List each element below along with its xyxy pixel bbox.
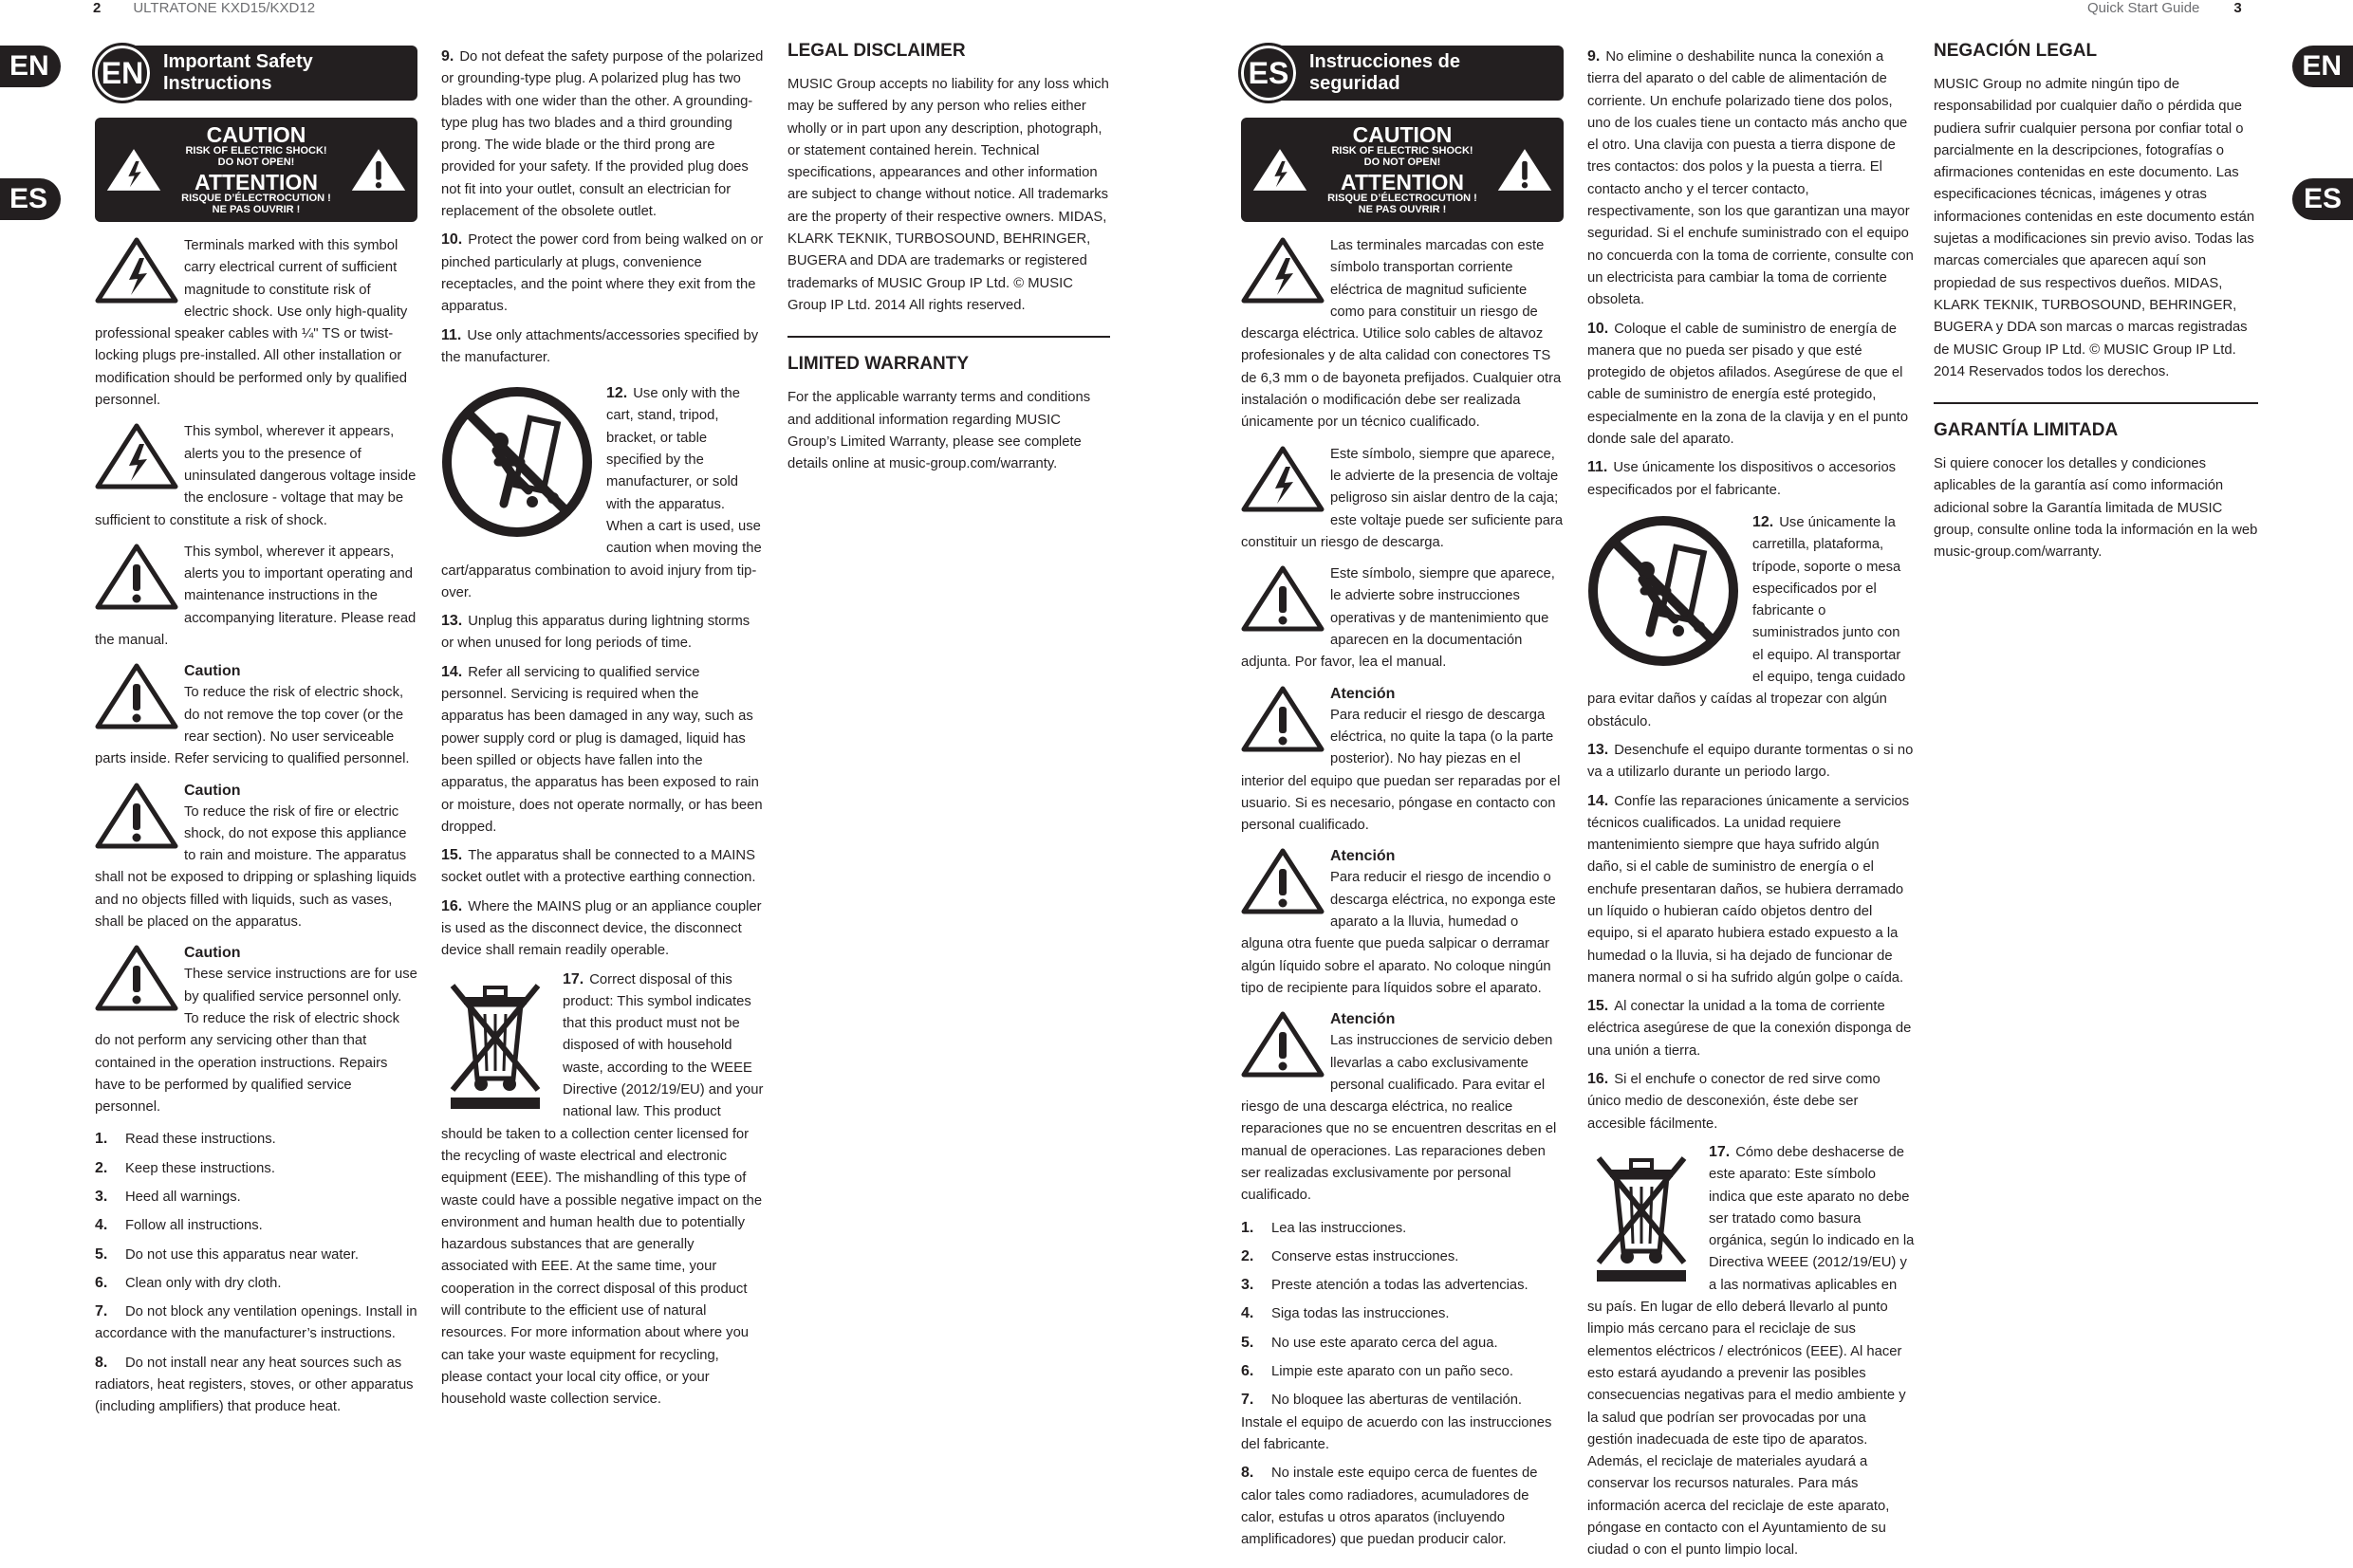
tab-en-right[interactable]: EN — [2292, 46, 2353, 87]
right-header-title: Quick Start Guide — [2087, 0, 2200, 16]
en-item-13: 13. Unplug this apparatus during lightning storms or when unused for long periods of time. — [441, 613, 750, 652]
es-item-13: 13. Desenchufe el equipo durante tormentas o si no va a utilizarlo durante un periodo largo. — [1587, 741, 1914, 781]
lightning-bolt-icon — [95, 237, 178, 304]
es-symbol-terminals: Las terminales marcadas con este símbolo transportan corriente eléctrica de magnitud suficiente como para constituir un riesgo de descarga eléctrica. Utilice solo cables de altavoz profesionales y de alta calidad con conectores TS de 6,3 mm o de bayoneta prefijados. Cualquier otra instalación o modificación debe ser realizada únicamente por un técnico cualificado. — [1241, 238, 1562, 431]
list-item: 8. Do not install near any heat sources such as radiators, heat registers, stoves, or other apparatus (including amplifiers) that produce heat. — [95, 1354, 414, 1415]
list-item: 6. Limpie este aparato con un paño seco. — [1241, 1363, 1514, 1380]
es-column-2 — [1587, 46, 1915, 1568]
exclamation-icon — [1241, 565, 1325, 632]
limited-warranty-text: For the applicable warranty terms and conditions and additional information regarding MUSIC Group’s Limited Warranty, please see complete details online at music-group.com/warranty. — [787, 390, 1091, 472]
right-page-header — [2087, 0, 2242, 19]
lightning-bolt-icon — [1241, 237, 1325, 304]
exclamation-icon — [1241, 1011, 1325, 1078]
list-item: 7. Do not block any ventilation openings. Install in accordance with the manufacturer’s instructions. — [95, 1303, 417, 1342]
list-item: 4. Siga todas las instrucciones. — [1241, 1305, 1450, 1322]
es-caution-cover: Atención Para reducir el riesgo de descarga eléctrica, no quite la tapa (o la parte posterior). No hay piezas en el interior del equipo que puedan ser reparadas por el usuario. Si es necesario, póngase en contacto con personal cualificado. — [1241, 685, 1561, 834]
section-divider — [787, 336, 1110, 338]
weee-bin-icon — [1587, 1145, 1695, 1283]
exclamation-icon — [1241, 686, 1325, 752]
es-language-badge: ES — [1241, 46, 1296, 101]
es-column-3 — [1934, 40, 2258, 570]
cart-tipover-icon — [441, 386, 593, 538]
list-item: 3. Preste atención a todas las advertencias. — [1241, 1277, 1529, 1294]
es-item-17: 17. Cómo debe deshacerse de este aparato: Este símbolo indica que este aparato no debe ser tratado como basura orgánica, según lo indicado en la Directiva WEEE (2012/19/EU) y a las normativas aplicables en su país. En lugar de ello deberá llevarlo al punto limpio más cercano para el reciclaje de sus elementos eléctricos / electrónicos (EEE). Al hacer esto estará ayudando a prevenir las posibles consecuencias negativas para el medio ambiente y la salud que podrían ser provocadas por una gestión inadecuada de este tipo de aparatos. Además, el reciclaje de materiales ayudará a conservar los recursos naturales. Para más información acerca del reciclaje de este aparato, póngase en contacto con el Ayuntamiento de su ciudad o con el punto limpio local. — [1587, 1143, 1915, 1559]
negacion-legal-heading: NEGACIÓN LEGAL — [1934, 41, 2098, 61]
es-symbol-instructions: Este símbolo, siempre que aparece, le advierte sobre instrucciones operativas y de mantenimiento que aparecen en la documentación adjunta. Por favor, lea el manual. — [1241, 566, 1555, 671]
en-caution-service: Caution These service instructions are for use by qualified service personnel only. To reduce the risk of electric shock do not perform any servicing other than that contained in the operation instructions. Repairs have to be performed by qualified service personnel. — [95, 945, 417, 1116]
caution-label: CAUTION RISK OF ELECTRIC SHOCK! DO NOT OPEN! ATTENTION RISQUE D’ÉLECTROCUTION ! NE PAS OUVRIR ! — [95, 118, 417, 222]
lightning-bolt-icon — [95, 423, 178, 489]
en-numbered-list — [95, 1128, 417, 1418]
en-item-15: 15. The apparatus shall be connected to a MAINS socket outlet with a protective earthing connection. — [441, 847, 756, 886]
en-caution-moisture: Caution To reduce the risk of fire or electric shock, do not expose this appliance to rain and moisture. The apparatus shall not be exposed to dripping or splashing liquids and no objects filled with liquids, such as vases, shall be placed on the apparatus. — [95, 782, 417, 931]
en-item-11: 11. Use only attachments/accessories specified by the manufacturer. — [441, 326, 759, 365]
list-item: 7. No bloquee las aberturas de ventilación. Instale el equipo de acuerdo con las instrucciones del fabricante. — [1241, 1392, 1552, 1452]
es-item-14: 14. Confíe las reparaciones únicamente a servicios técnicos cualificados. La unidad requiere mantenimiento siempre que haya sufrido algún daño, si el cable de suministro de energía o el enchufe presentaran daños, se hubiera derramado un líquido o hubieran caído objetos dentro del equipo, si el aparato hubiera estado expuesto a la humedad o la lluvia, si ha dejado de funcionar de manera normal o si ha sufrido algún golpe o caída. — [1587, 792, 1910, 986]
weee-bin-icon — [441, 972, 549, 1111]
es-section-heading — [1241, 46, 1564, 101]
legal-disclaimer-text: MUSIC Group accepts no liability for any loss which may be suffered by any person who relies either wholly or in part upon any description, photograph, or statement contained herein. Technical specifications, appearances and other information are subject to change without notice. All trademarks are the property of their respective owners. MIDAS, KLARK TEKNIK, TURBOSOUND, BEHRINGER, BUGERA and DDA are trademarks or registered trademarks of MUSIC Group IP Ltd. © MUSIC Group IP Ltd. 2014 All rights reserved. — [787, 77, 1109, 313]
es-item-11: 11. Use únicamente los dispositivos o accesorios especificados por el fabricante. — [1587, 459, 1897, 498]
exclamation-warning-icon — [349, 143, 408, 196]
es-item-15: 15. Al conectar la unidad a la toma de corriente eléctrica asegúrese de que la conexión disponga de una unión a tierra. — [1587, 998, 1912, 1059]
list-item: 5. Do not use this apparatus near water. — [95, 1245, 359, 1263]
tab-es-left[interactable]: ES — [0, 178, 61, 220]
garantia-limitada-heading: GARANTÍA LIMITADA — [1934, 420, 2119, 441]
es-caution-moisture: Atención Para reducir el riesgo de incendio o descarga eléctrica, no exponga este aparato a la lluvia, humedad o alguna otra fuente que pueda salpicar o derramar algún líquido sobre el aparato. No coloque ningún tipo de recipiente para líquidos sobre el aparato. — [1241, 848, 1556, 996]
tab-en-left[interactable]: EN — [0, 46, 61, 87]
right-page-number: 3 — [2233, 0, 2242, 16]
list-item: 2. Keep these instructions. — [95, 1159, 275, 1176]
en-item-14: 14. Refer all servicing to qualified service personnel. Servicing is required when the apparatus has been damaged in any way, such as power supply cord or plug is damaged, liquid has been spilled or objects have fallen into the apparatus, the apparatus has been exposed to rain or moisture, does not operate normally, or has been dropped. — [441, 663, 763, 835]
limited-warranty-heading: LIMITED WARRANTY — [787, 354, 970, 375]
left-header-title: ULTRATONE KXD15/KXD12 — [133, 0, 316, 16]
es-column-1 — [1241, 46, 1564, 1557]
es-item-9: 9. No elimine o deshabilite nunca la conexión a tierra del aparato o del cable de alimentación de corriente. Un enchufe polarizado tiene dos polos, uno de los cuales tiene un contacto más ancho que el otro. Una clavija con puesta a tierra dispone de tres contactos: dos polos y la puesta a tierra. El contacto ancho y el tercer contacto, respectivamente, son los que garantizan una mayor seguridad. Si el enchufe suministrado con el equipo no concuerda con la toma de corriente, consulte con un electricista para cambiar la toma de corriente obsoleta. — [1587, 48, 1914, 308]
shock-warning-icon — [1251, 143, 1309, 196]
shock-warning-icon — [104, 143, 163, 196]
en-symbol-terminals: Terminals marked with this symbol carry electrical current of sufficient magnitude to constitute risk of electric shock. Use only high-quality professional speaker cables with ¼" TS or twist-locking plugs pre-installed. All other installation or modification should be performed only by qualified personnel. — [95, 238, 408, 409]
en-item-9: 9. Do not defeat the safety purpose of the polarized or grounding-type plug. A polarized plug has two blades with one wider than the other. A grounding-type plug has two blades and a third grounding prong. The wide blade or the third prong are provided for your safety. If the provided plug does not fit into your outlet, consult an electrician for replacement of the obsolete outlet. — [441, 48, 764, 220]
left-page-header — [93, 0, 315, 19]
list-item: 4. Follow all instructions. — [95, 1217, 263, 1234]
list-item: 5. No use este aparato cerca del agua. — [1241, 1334, 1498, 1351]
exclamation-icon — [95, 663, 178, 729]
en-item-12: 12. Use only with the cart, stand, tripod, bracket, or table specified by the manufacturer, or sold with the apparatus. When a cart is used, use caution when moving the cart/apparatus combination to avoid injury from tip-over. — [441, 385, 762, 600]
en-section-heading — [95, 46, 417, 101]
es-symbol-voltage: Este símbolo, siempre que aparece, le advierte de la presencia de voltaje peligroso sin aislar dentro de la caja; este voltaje puede ser suficiente para constituir un riesgo de descarga. — [1241, 446, 1564, 550]
section-divider — [1934, 402, 2258, 404]
list-item: 1. Read these instructions. — [95, 1131, 276, 1148]
negacion-legal-text: MUSIC Group no admite ningún tipo de responsabilidad por cualquier daño o pérdida que pudiera sufrir cualquier persona por confiar total o parcialmente en la descripciones, fotografías o afirmaciones contenidas en este documento. Las especificaciones técnicas, imágenes y otras informaciones contenidas en este documento están sujetas a modificaciones sin previo aviso. Todas las marcas comerciales que aparecen aquí son propiedad de sus respectivos dueños. MIDAS, KLARK TEKNIK, TURBOSOUND, BEHRINGER, BUGERA y DDA son marcas o marcas registradas de MUSIC Group IP Ltd. © MUSIC Group IP Ltd. 2014 Reservados todos los derechos. — [1934, 77, 2255, 379]
en-column-1 — [95, 46, 417, 1425]
en-caution-cover: Caution To reduce the risk of electric shock, do not remove the top cover (or the rear section). No user serviceable parts inside. Refer servicing to qualified personnel. — [95, 663, 410, 767]
exclamation-icon — [95, 544, 178, 610]
legal-disclaimer-heading: LEGAL DISCLAIMER — [787, 41, 966, 61]
caution-label: CAUTION RISK OF ELECTRIC SHOCK! DO NOT OPEN! ATTENTION RISQUE D’ÉLECTROCUTION ! NE PAS OUVRIR ! — [1241, 118, 1564, 222]
cart-tipover-icon — [1587, 515, 1739, 667]
list-item: 2. Conserve estas instrucciones. — [1241, 1247, 1459, 1264]
exclamation-icon — [1241, 848, 1325, 914]
exclamation-warning-icon — [1495, 143, 1554, 196]
en-column-2 — [441, 46, 764, 1417]
en-item-16: 16. Where the MAINS plug or an appliance coupler is used as the disconnect device, the disconnect device shall remain readily operable. — [441, 897, 762, 959]
en-language-badge: EN — [95, 46, 150, 101]
tab-es-right[interactable]: ES — [2292, 178, 2353, 220]
es-caution-service: Atención Las instrucciones de servicio deben llevarlas a cabo exclusivamente personal cualificado. Para evitar el riesgo de una descarga eléctrica, no realice reparaciones que no se encuentren descritas en el manual de operaciones. Las reparaciones deben ser realizadas exclusivamente por personal cualificado. — [1241, 1011, 1557, 1204]
en-section-title: Important Safety Instructions — [163, 51, 313, 94]
exclamation-icon — [95, 783, 178, 849]
lightning-bolt-icon — [1241, 446, 1325, 512]
es-item-16: 16. Si el enchufe o conector de red sirve como único medio de desconexión, éste debe ser accesible fácilmente. — [1587, 1071, 1881, 1132]
garantia-limitada-text: Si quiere conocer los detalles y condiciones aplicables de la garantía así como información adicional sobre la Garantía limitada de MUSIC group, consulte online toda la información en la web music-group.com/warranty. — [1934, 456, 2258, 561]
es-item-12: 12. Use únicamente la carretilla, plataforma, trípode, soporte o mesa especificados por el fabricante o suministrados junto con el equipo. Al transportar el equipo, tenga cuidado para evitar daños y caídas al tropezar con algún obstáculo. — [1587, 513, 1906, 729]
list-item: 3. Heed all warnings. — [95, 1188, 241, 1205]
list-item: 1. Lea las instrucciones. — [1241, 1219, 1407, 1236]
list-item: 8. No instale este equipo cerca de fuentes de calor tales como radiadores, acumuladores de calor, estufas u otros aparatos (incluyendo amplificadores) que puedan producir calor. — [1241, 1465, 1538, 1548]
exclamation-icon — [95, 945, 178, 1011]
list-item: 6. Clean only with dry cloth. — [95, 1274, 282, 1291]
left-page-number: 2 — [93, 0, 102, 16]
en-item-17: 17. Correct disposal of this product: This symbol indicates that this product must not be disposed of with household waste, according to the WEEE Directive (2012/19/EU) and your national law. This product should be taken to a collection center licensed for the recycling of waste electrical and electronic equipment (EEE). The mishandling of this type of waste could have a possible negative impact on the environment and human health due to potentially hazardous substances that are generally associated with EEE. At the same time, your cooperation in the correct disposal of this product will contribute to the efficient use of natural resources. For more information about where you can take your waste equipment for recycling, please contact your local city office, or your household waste collection service. — [441, 970, 764, 1408]
es-item-10: 10. Coloque el cable de suministro de energía de manera que no pueda ser pisado y que esté protegido de objetos afilados. Asegúrese de que el cable de suministro de energía esté protegido, especialmente en la zona de la clavija y en el punto donde sale del aparato. — [1587, 320, 1909, 448]
en-column-3 — [787, 40, 1110, 481]
en-item-10: 10. Protect the power cord from being walked on or pinched particularly at plugs, convenience receptacles, and the point where they exit from the apparatus. — [441, 231, 764, 315]
es-section-title: Instrucciones de seguridad — [1309, 51, 1460, 94]
en-symbol-instructions: This symbol, wherever it appears, alerts you to important operating and maintenance instructions in the accompanying literature. Please read the manual. — [95, 544, 417, 649]
en-symbol-voltage: This symbol, wherever it appears, alerts you to the presence of uninsulated dangerous voltage inside the enclosure - voltage that may be sufficient to constitute a risk of shock. — [95, 424, 417, 528]
es-numbered-list — [1241, 1217, 1564, 1552]
